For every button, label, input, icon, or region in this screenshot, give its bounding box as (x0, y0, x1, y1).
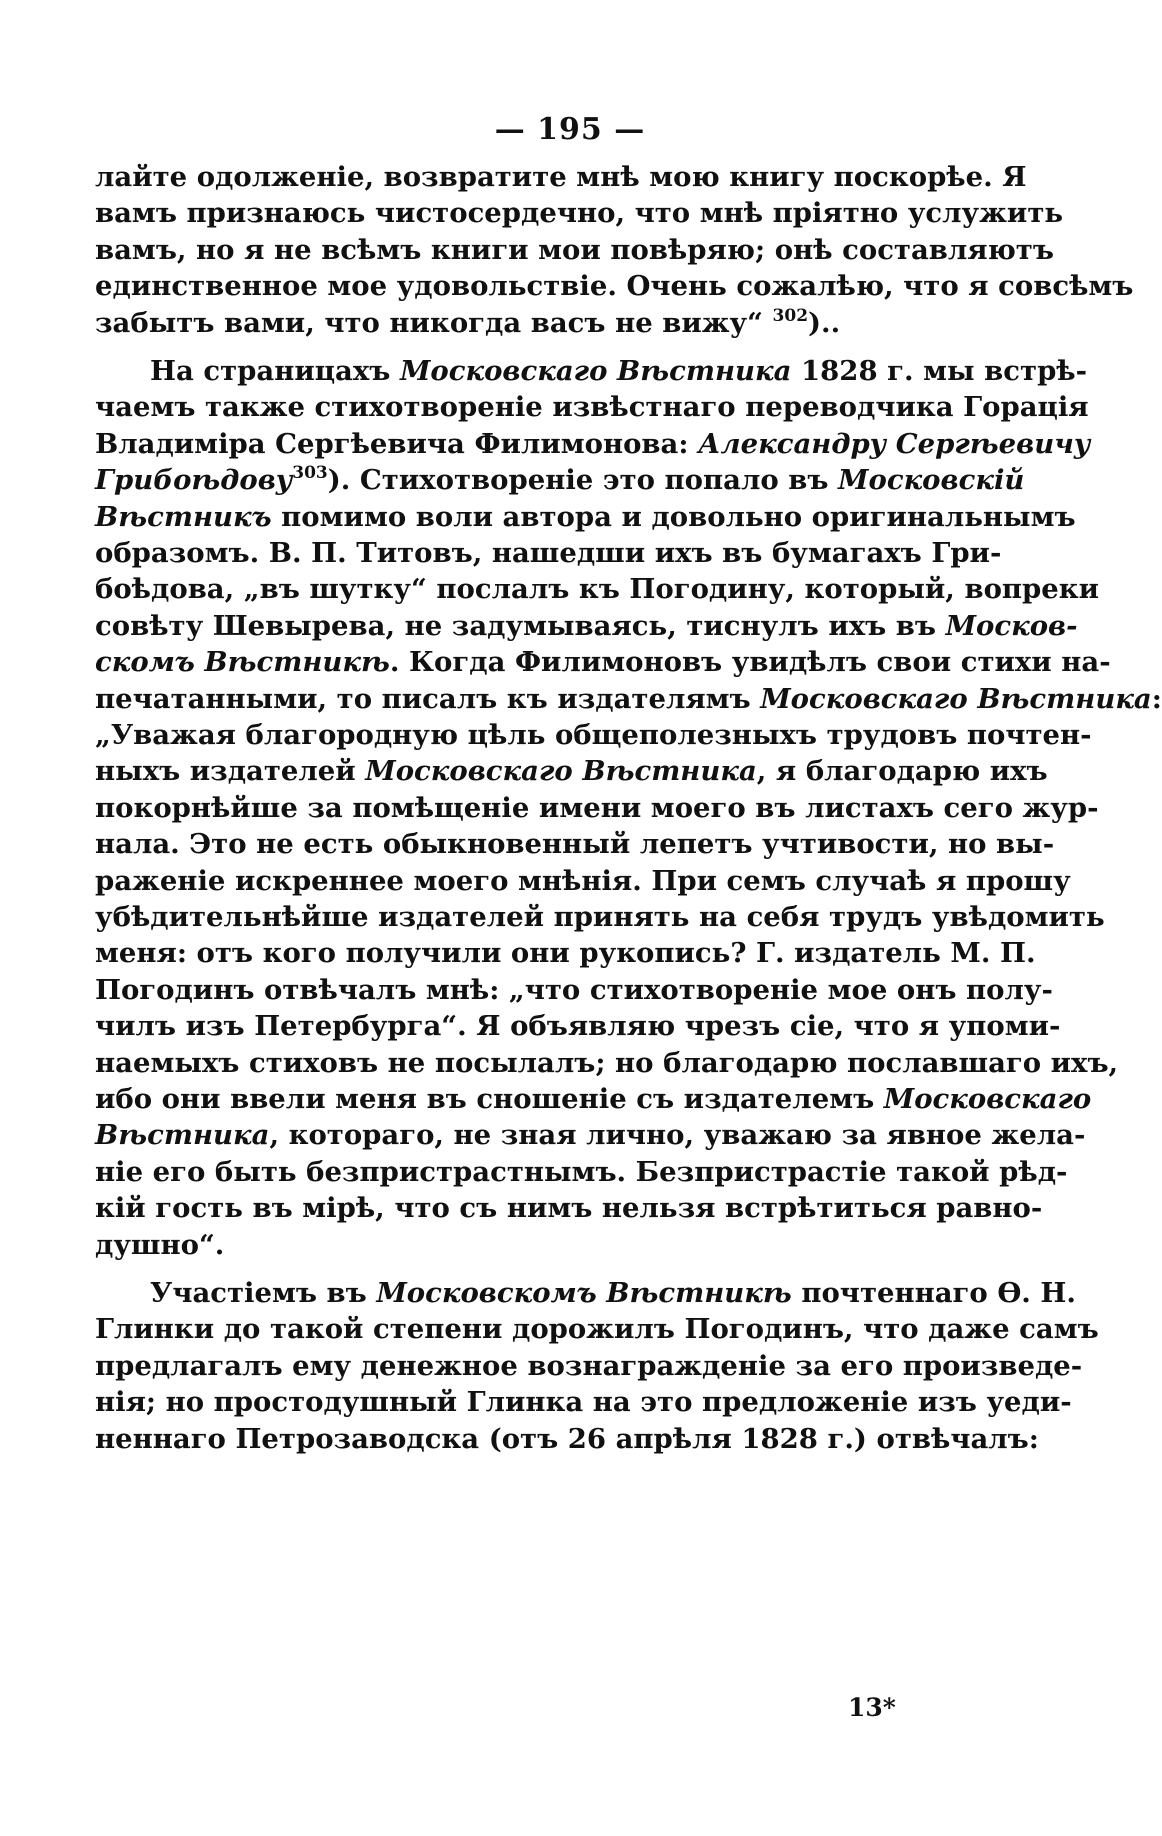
italic-title: Московскаго (883, 1083, 1092, 1115)
italic-title: Александру Сергѣевичу (698, 427, 1091, 460)
italic-title: Вѣстника (95, 1119, 270, 1152)
italic-title: Москов- (945, 609, 1078, 642)
text-line (95, 1309, 1099, 1349)
text-span: ибо они ввели меня въ сношеніе съ издателемъ (95, 1083, 884, 1115)
text-line (95, 642, 1111, 682)
text-line (95, 1382, 1072, 1422)
text-line (95, 1115, 1086, 1155)
italic-title: Московскій (838, 464, 1025, 497)
text-span: нія; но простодушный Глинка на это предложеніе изъ уеди- (95, 1386, 1072, 1419)
text-span: ). Стихотвореніе это попало въ (327, 464, 839, 497)
text-span: покорнѣйше за помѣщеніе имени моего въ листахъ сего жур- (95, 791, 1099, 824)
text-line (95, 387, 1089, 427)
text-line (95, 970, 1053, 1010)
text-span: вамъ признаюсь чистосердечно, что мнѣ пріятно услужить (95, 197, 1064, 230)
footnote-ref: 303 (292, 463, 328, 484)
text-span: меня: отъ кого получили они рукопись? Г. издатель М. П. (95, 937, 1036, 970)
text-span: Участіемъ въ (150, 1277, 377, 1309)
text-line (95, 569, 1100, 609)
text-span: нала. Это не есть обыкновенный лепетъ учтивости, но вы- (95, 828, 1055, 861)
text-span: ніе его быть безпристрастнымъ. Безпристрастіе такой рѣд- (95, 1155, 1068, 1188)
text-line (150, 351, 1088, 391)
text-line (95, 1346, 1083, 1386)
text-line (95, 897, 1105, 937)
text-line (95, 751, 1048, 791)
text-span: чаемъ также стихотвореніе извѣстнаго переводчика Горація (95, 391, 1089, 424)
text-line (95, 824, 1055, 864)
text-span: совѣту Шевырева, не задумываясь, тиснулъ ихъ въ (95, 609, 946, 642)
text-line (95, 1043, 1119, 1083)
text-line (95, 266, 1134, 306)
text-line (95, 460, 1025, 500)
text-span: На страницахъ (150, 355, 400, 387)
italic-title: Московскаго Вѣстника (760, 682, 1152, 715)
text-span: ныхъ издателей (95, 755, 366, 788)
text-line (95, 1006, 1061, 1046)
italic-title: Московскаго Вѣстника (399, 355, 792, 387)
signature-mark: 13* (848, 1693, 896, 1722)
text-span: помимо воли автора и довольно оригинальнымъ (271, 500, 1076, 533)
text-span: лайте одолженіе, возвратите мнѣ мою книгу поскорѣе. Я (95, 161, 1027, 193)
text-line (95, 193, 1064, 233)
text-span: Погодинъ отвѣчалъ мнѣ: „что стихотвореніе мое онъ полу- (95, 973, 1053, 1006)
text-line (95, 230, 1054, 270)
text-line (95, 1079, 1092, 1119)
text-span: 1828 г. мы встрѣ- (791, 355, 1088, 387)
italic-title: Московскаго Вѣстника (365, 755, 757, 788)
text-span: предлагалъ ему денежное вознагражденіе за его произведе- (95, 1349, 1083, 1382)
text-span: печатанными, то писалъ къ издателямъ (95, 682, 761, 715)
text-line (95, 533, 1002, 573)
text-span: убѣдительнѣйше издателей принять на себя трудъ увѣдомить (95, 901, 1105, 933)
text-span: боѣдова, „въ шутку“ послалъ къ Погодину, который, вопреки (95, 573, 1100, 606)
text-line (95, 497, 1076, 537)
text-span: , котораго, не зная лично, уважаю за явное жела- (269, 1119, 1086, 1152)
text-line (95, 606, 1078, 646)
text-line (95, 1188, 1043, 1228)
text-line (95, 1225, 224, 1265)
text-line (95, 861, 1071, 901)
italic-title: скомъ Вѣстникѣ (95, 646, 390, 679)
text-span: наемыхъ стиховъ не посылалъ; но благодарю пославшаго ихъ, (95, 1046, 1119, 1079)
page-number-header: — 195 — (494, 112, 646, 147)
text-span: кій гость въ мірѣ, что съ нимъ нельзя встрѣтиться равно- (95, 1192, 1043, 1225)
text-line (95, 788, 1099, 828)
footnote-ref: 302 (772, 305, 809, 326)
text-span: раженіе искреннее моего мнѣнія. При семъ случаѣ я прошу (95, 864, 1071, 897)
text-line (95, 933, 1036, 973)
text-span: чилъ изъ Петербурга“. Я объявляю чрезъ сіе, что я упоми- (95, 1010, 1061, 1043)
text-line (150, 1273, 1076, 1313)
text-span: ).. (808, 306, 841, 339)
text-span: Глинки до такой степени дорожилъ Погодинъ, что даже самъ (95, 1313, 1099, 1346)
text-line (95, 715, 1092, 755)
italic-title: Грибоѣдову (95, 464, 293, 497)
text-span: почтеннаго Ѳ. Н. (791, 1277, 1076, 1309)
text-span: единственное мое удовольствіе. Очень сожалѣю, что я совсѣмъ (95, 270, 1134, 303)
text-line (95, 1419, 1039, 1459)
text-span: , я благодарю ихъ (756, 755, 1048, 788)
text-span: вамъ, но я не всѣмъ книги мои повѣряю; онѣ составляютъ (95, 233, 1054, 266)
text-span: . Когда Филимоновъ увидѣлъ свои стихи на- (389, 646, 1111, 679)
text-span: душно“. (95, 1228, 225, 1261)
text-span: образомъ. В. П. Титовъ, нашедши ихъ въ бумагахъ Гри- (95, 537, 1002, 569)
italic-title: Московскомъ Вѣстникѣ (376, 1277, 792, 1309)
text-line (95, 424, 1091, 464)
text-span: „Уважая благородную цѣль общеполезныхъ трудовъ почтен- (95, 719, 1092, 751)
text-line (95, 679, 1162, 719)
italic-title: Вѣстникъ (95, 500, 272, 533)
text-span: Владиміра Сергѣевича Филимонова: (95, 427, 699, 460)
text-span: : (1151, 682, 1162, 715)
text-span: забытъ вами, что никогда васъ не вижу“ (95, 306, 773, 339)
text-line (95, 157, 1027, 197)
text-line (95, 303, 840, 343)
text-span: неннаго Петрозаводска (отъ 26 апрѣля 1828 г.) отвѣчалъ: (95, 1422, 1039, 1455)
text-line (95, 1152, 1068, 1192)
